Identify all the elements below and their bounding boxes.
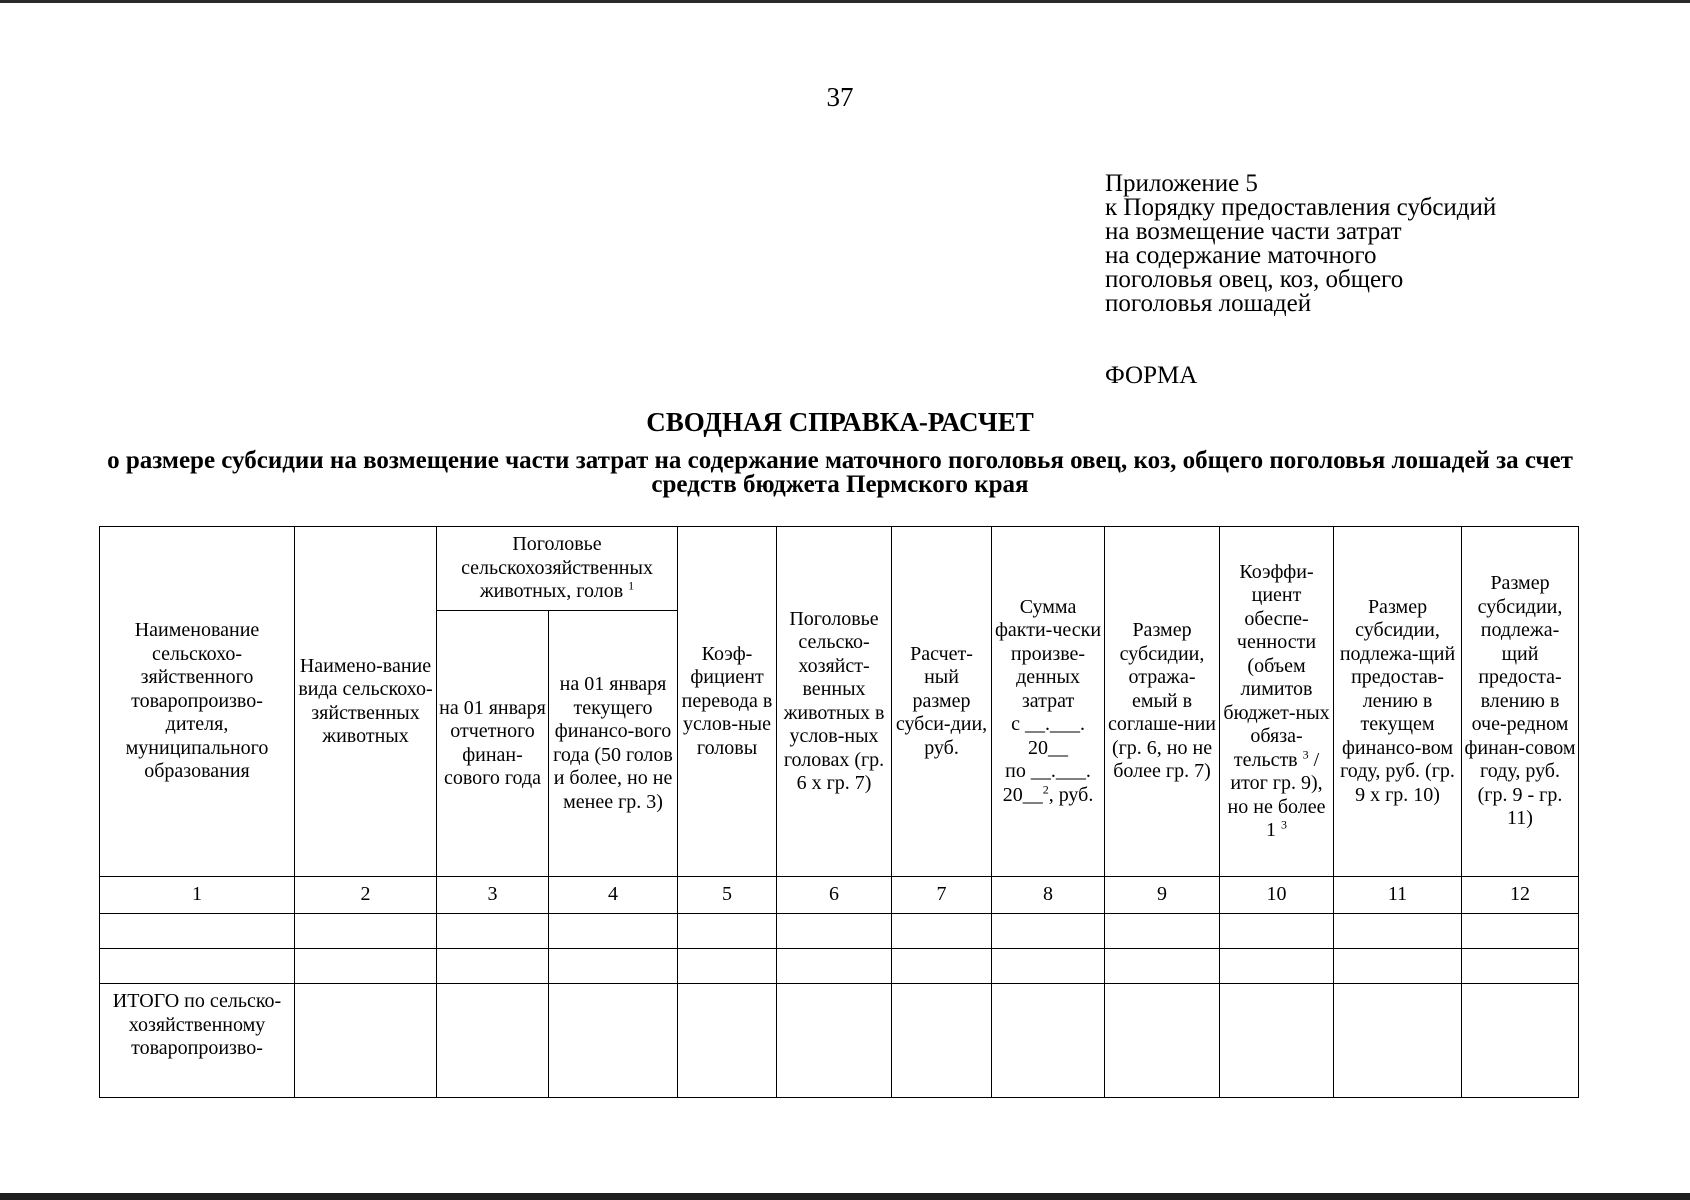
column-number: 4: [549, 877, 678, 914]
form-label: ФОРМА: [1105, 362, 1198, 389]
scan-edge-top: [0, 0, 1690, 3]
column-number: 10: [1220, 877, 1334, 914]
table-cell: [1334, 984, 1462, 1098]
header-col7: Расчет-ный размер субси-дии, руб.: [892, 527, 992, 877]
table-cell: [892, 984, 992, 1098]
column-number: 8: [992, 877, 1105, 914]
header-col1: Наименование сельскохо-зяйственного товаропроизво-дителя, муниципального образования: [100, 527, 295, 877]
table-cell: [777, 914, 892, 949]
table-cell: [992, 949, 1105, 984]
appendix-block: [1105, 172, 1496, 316]
header-col8: Сумма факти-чески произве-денных затрат с __.___. 20__ по __.___. 20__$^2$, руб.: [992, 527, 1105, 877]
table-cell: [1334, 914, 1462, 949]
table-cell: [437, 984, 549, 1098]
table-cell: [295, 984, 437, 1098]
total-label: ИТОГО по сельско-хозяйственному товаропроизво-: [100, 984, 295, 1098]
table-cell: [1462, 949, 1579, 984]
table-cell: [678, 914, 777, 949]
header-col10: Коэффи-циент обеспе-ченности (объем лимитов бюджет-ных обяза-тельств $^3$ / итог гр. 9), но не более 1 $^3$: [1220, 527, 1334, 877]
table-cell: [1220, 949, 1334, 984]
table-cell: [549, 984, 678, 1098]
column-number: 9: [1105, 877, 1220, 914]
column-number: 3: [437, 877, 549, 914]
appendix-line: поголовья овец, коз, общего: [1105, 266, 1404, 293]
column-number: 7: [892, 877, 992, 914]
table-row: [100, 914, 1579, 949]
appendix-line: к Порядку предоставления субсидий: [1105, 194, 1497, 221]
table-cell: [1220, 914, 1334, 949]
table-cell: [1462, 984, 1579, 1098]
table-cell: [1334, 949, 1462, 984]
total-row: [100, 984, 1579, 1098]
table-cell: [549, 914, 678, 949]
table-cell: [678, 949, 777, 984]
table-cell: [992, 984, 1105, 1098]
table-cell: [777, 949, 892, 984]
header-group-livestock: Поголовье сельскохозяйственных животных, голов $^1$: [437, 527, 678, 611]
header-col6: Поголовье сельско-хозяйст-венных животных в услов-ных головах (гр. 6 х гр. 7): [777, 527, 892, 877]
header-col3: на 01 января отчетного финан-сового года: [437, 611, 549, 877]
table-cell: [549, 949, 678, 984]
calculation-table: [99, 526, 1579, 1098]
table-cell: [437, 914, 549, 949]
appendix-line: Приложение 5: [1105, 170, 1258, 197]
column-number: 12: [1462, 877, 1579, 914]
header-col11: Размер субсидии, подлежа-щий предостав-лению в текущем финансо-вом году, руб. (гр. 9 х гр. 10): [1334, 527, 1462, 877]
document-subtitle: о размере субсидии на возмещение части затрат на содержание маточного поголовья овец, коз, общего поголовья лошадей за счет средств бюджета Пермского края: [107, 447, 1573, 498]
scan-edge-bottom: [0, 1193, 1690, 1200]
table-cell: [295, 914, 437, 949]
table-cell: [892, 949, 992, 984]
table-cell: [1462, 914, 1579, 949]
header-col9: Размер субсидии, отража-емый в соглаше-нии (гр. 6, но не более гр. 7): [1105, 527, 1220, 877]
table-cell: [437, 949, 549, 984]
table-cell: [777, 984, 892, 1098]
table-cell: [100, 949, 295, 984]
header-col2: Наимено-вание вида сельскохо-зяйственных животных: [295, 527, 437, 877]
column-number: 6: [777, 877, 892, 914]
table-cell: [1105, 914, 1220, 949]
table-cell: [1105, 984, 1220, 1098]
table-cell: [1105, 949, 1220, 984]
column-number: 11: [1334, 877, 1462, 914]
page-number: 37: [826, 82, 854, 112]
table-cell: [100, 914, 295, 949]
appendix-line: на содержание маточного: [1105, 242, 1377, 269]
column-number: 1: [100, 877, 295, 914]
table-cell: [892, 914, 992, 949]
table-cell: [678, 984, 777, 1098]
header-col5: Коэф-фициент перевода в услов-ные головы: [678, 527, 777, 877]
header-col4: на 01 января текущего финансо-вого года (50 голов и более, но не менее гр. 3): [549, 611, 678, 877]
column-number-row: [100, 877, 1579, 914]
table-row: [100, 949, 1579, 984]
column-number: 2: [295, 877, 437, 914]
appendix-line: поголовья лошадей: [1105, 290, 1312, 317]
table-cell: [1220, 984, 1334, 1098]
document-title: СВОДНАЯ СПРАВКА-РАСЧЕТ: [646, 407, 1034, 437]
appendix-line: на возмещение части затрат: [1105, 218, 1402, 245]
table-cell: [295, 949, 437, 984]
header-col12: Размер субсидии, подлежа-щий предоста-влению в оче-редном финан-совом году, руб. (гр. 9 - гр. 11): [1462, 527, 1579, 877]
column-number: 5: [678, 877, 777, 914]
table-cell: [992, 914, 1105, 949]
